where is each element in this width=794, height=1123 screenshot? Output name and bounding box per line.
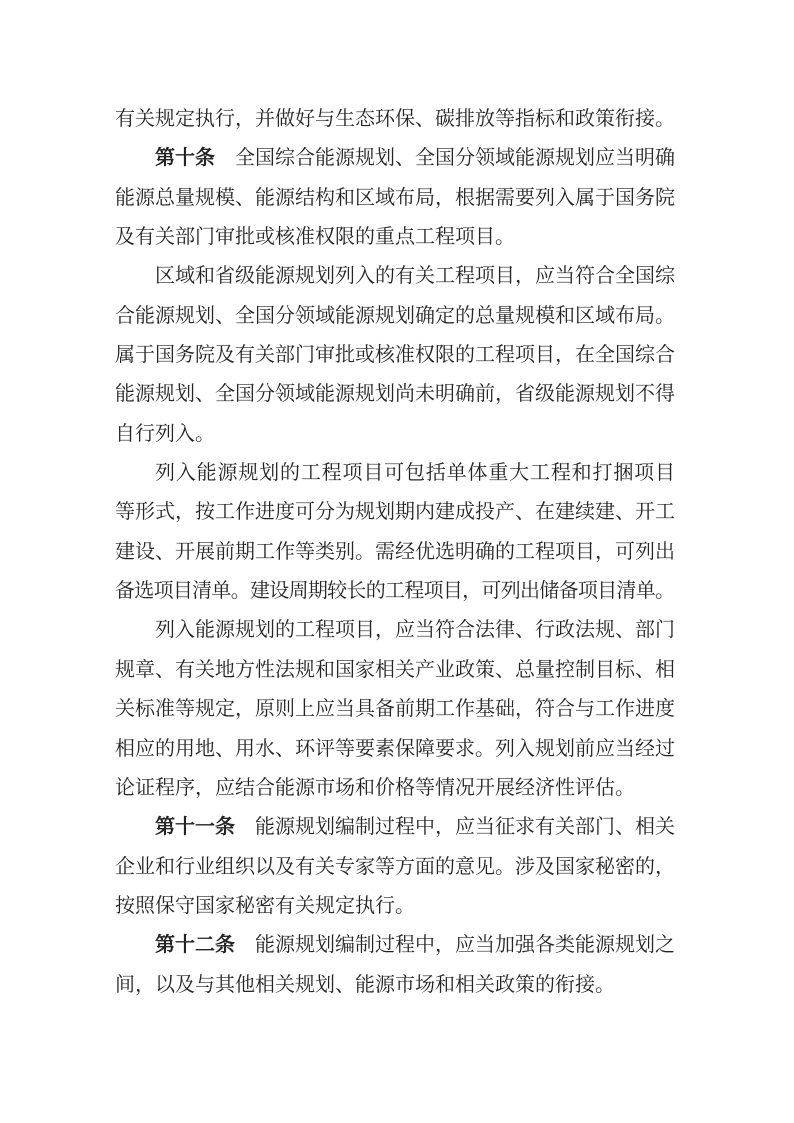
line-text: 能源规划编制过程中，应当征求有关部门、相关	[235, 816, 675, 839]
line-text: 等形式，按工作进度可分为规划期内建成投产、在建续建、开工	[115, 501, 675, 524]
line-content	[115, 690, 675, 729]
line-content	[115, 887, 415, 926]
document-line	[115, 611, 675, 650]
line-text: 论证程序，应结合能源市场和价格等情况开展经济性评估。	[115, 776, 635, 799]
document-line	[115, 730, 675, 769]
line-text: 规章、有关地方性法规和国家相关产业政策、总量控制目标、相	[115, 658, 675, 681]
line-text: 全国综合能源规划、全国分领域能源规划应当明确	[215, 147, 675, 170]
document-line	[115, 257, 675, 296]
line-text: 能源规划、全国分领域能源规划尚未明确前，省级能源规划不得	[115, 383, 675, 406]
line-content	[115, 336, 675, 375]
line-content	[115, 848, 675, 887]
document-line	[115, 297, 675, 336]
document-line	[115, 336, 675, 375]
line-content	[115, 297, 675, 336]
line-content	[115, 179, 675, 218]
line-text: 关标准等规定，原则上应当具备前期工作基础，符合与工作进度	[115, 698, 675, 721]
line-text: 企业和行业组织以及有关专家等方面的意见。涉及国家秘密的，	[115, 855, 675, 878]
line-content	[115, 533, 675, 572]
document-line	[115, 848, 675, 887]
line-content	[115, 651, 675, 690]
document-line	[115, 415, 675, 454]
line-content	[155, 611, 675, 650]
line-text: 相应的用地、用水、环评等要素保障要求。列入规划前应当经过	[115, 737, 675, 760]
line-content	[115, 375, 675, 414]
line-content	[115, 730, 675, 769]
line-content	[155, 257, 675, 296]
line-text: 区域和省级能源规划列入的有关工程项目，应当符合全国综	[155, 265, 675, 288]
document-line	[115, 139, 675, 178]
line-content	[115, 572, 674, 611]
line-text: 备选项目清单。建设周期较长的工程项目，可列出储备项目清单。	[115, 580, 675, 603]
document-line	[115, 100, 675, 139]
document-line	[115, 887, 675, 926]
document-line	[115, 218, 675, 257]
document-line	[115, 572, 675, 611]
article-number: 第十条	[155, 147, 215, 170]
line-text: 间，以及与其他相关规划、能源市场和相关政策的衔接。	[115, 973, 615, 996]
line-text: 能源总量规模、能源结构和区域布局，根据需要列入属于国务院	[115, 186, 675, 209]
document-line	[115, 966, 675, 1005]
line-text: 自行列入。	[115, 422, 215, 445]
document-line	[115, 375, 675, 414]
line-content	[155, 139, 675, 178]
document-line	[115, 808, 675, 847]
article-number: 第十一条	[155, 816, 235, 839]
line-content	[115, 218, 515, 257]
document-line	[115, 769, 675, 808]
article-number: 第十二条	[155, 934, 235, 957]
line-content	[115, 966, 615, 1005]
line-text: 有关规定执行，并做好与生态环保、碳排放等指标和政策衔接。	[115, 108, 675, 130]
line-content	[115, 769, 635, 808]
line-text: 列入能源规划的工程项目可包括单体重大工程和打捆项目	[155, 462, 676, 485]
line-text: 列入能源规划的工程项目，应当符合法律、行政法规、部门	[155, 619, 675, 642]
document-line	[115, 926, 675, 965]
document-line	[115, 651, 675, 690]
line-content	[155, 926, 675, 965]
line-content	[115, 493, 675, 532]
line-text: 及有关部门审批或核准权限的重点工程项目。	[115, 226, 515, 249]
line-text: 建设、开展前期工作等类别。需经优选明确的工程项目，可列出	[115, 540, 675, 563]
document-body	[115, 100, 675, 1005]
line-content	[155, 808, 675, 847]
line-text: 合能源规划、全国分领域能源规划确定的总量规模和区域布局。	[115, 304, 675, 327]
line-content	[115, 100, 675, 139]
document-line	[115, 690, 675, 729]
document-line	[115, 179, 675, 218]
line-text: 属于国务院及有关部门审批或核准权限的工程项目，在全国综合	[115, 344, 675, 367]
line-content	[115, 415, 215, 454]
line-content	[155, 454, 676, 493]
document-line	[115, 493, 675, 532]
line-text: 按照保守国家秘密有关规定执行。	[115, 894, 415, 917]
document-line	[115, 454, 675, 493]
document-line	[115, 533, 675, 572]
line-text: 能源规划编制过程中，应当加强各类能源规划之	[235, 934, 675, 957]
